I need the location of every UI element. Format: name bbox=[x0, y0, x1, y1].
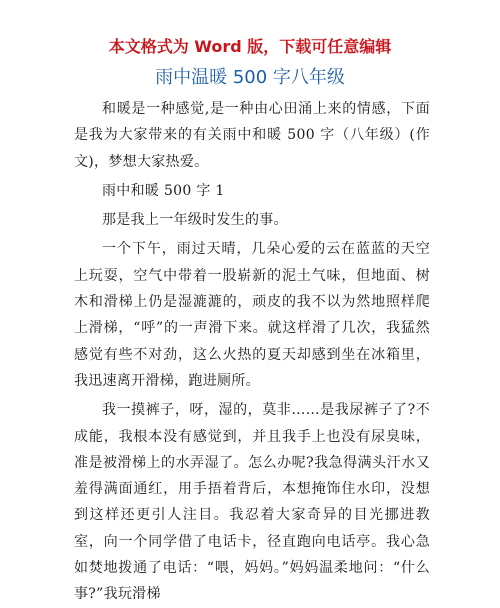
document-body bbox=[74, 96, 430, 608]
document-title: 雨中温暖 500 字八年级 bbox=[155, 67, 345, 88]
paragraph-pants: 我一摸裤子，呀，湿的，莫非……是我尿裤子了?不成能，我根本没有感觉到，并且我手上也没有尿臭味，准是被滑梯上的水弄湿了。怎么办呢?我急得满头汗水又羞得满面通红，用手捂着背后，本想掩饰住水印，没想到这样还更引人注目。我忍着大家奇异的目光挪进教室，向一个同学借了电话卡，径直跑向电话亭。我心急如焚地拨通了电话：“喂，妈妈。”妈妈温柔地问：“什么事?”我玩滑梯 bbox=[74, 402, 430, 603]
paragraph-subtitle: 雨中和暖 500 字 1 bbox=[102, 182, 225, 199]
paragraph-intro: 和暖是一种感觉,是一种由心田涌上来的情感，下面是我为大家带来的有关雨中和暖 500 字（八年级）(作文)，梦想大家热爱。 bbox=[74, 101, 430, 170]
format-banner: 本文格式为 Word 版，下载可任意编辑 bbox=[108, 37, 392, 56]
paragraph-opening: 那是我上一年级时发生的事。 bbox=[102, 212, 288, 229]
paragraph-afternoon: 一个下午，雨过天晴，几朵心爱的云在蓝蓝的天空上玩耍，空气中带着一股崭新的泥土气味，但地面、树木和滑梯上仍是湿漉漉的，顽皮的我不以为然地照样爬上滑梯，“呼”的一声滑下来。就这样滑了几次，我猛然感觉有些不对劲，这么火热的夏天却感到坐在冰箱里，我迅速离开滑梯，跑进厕所。 bbox=[74, 241, 430, 389]
